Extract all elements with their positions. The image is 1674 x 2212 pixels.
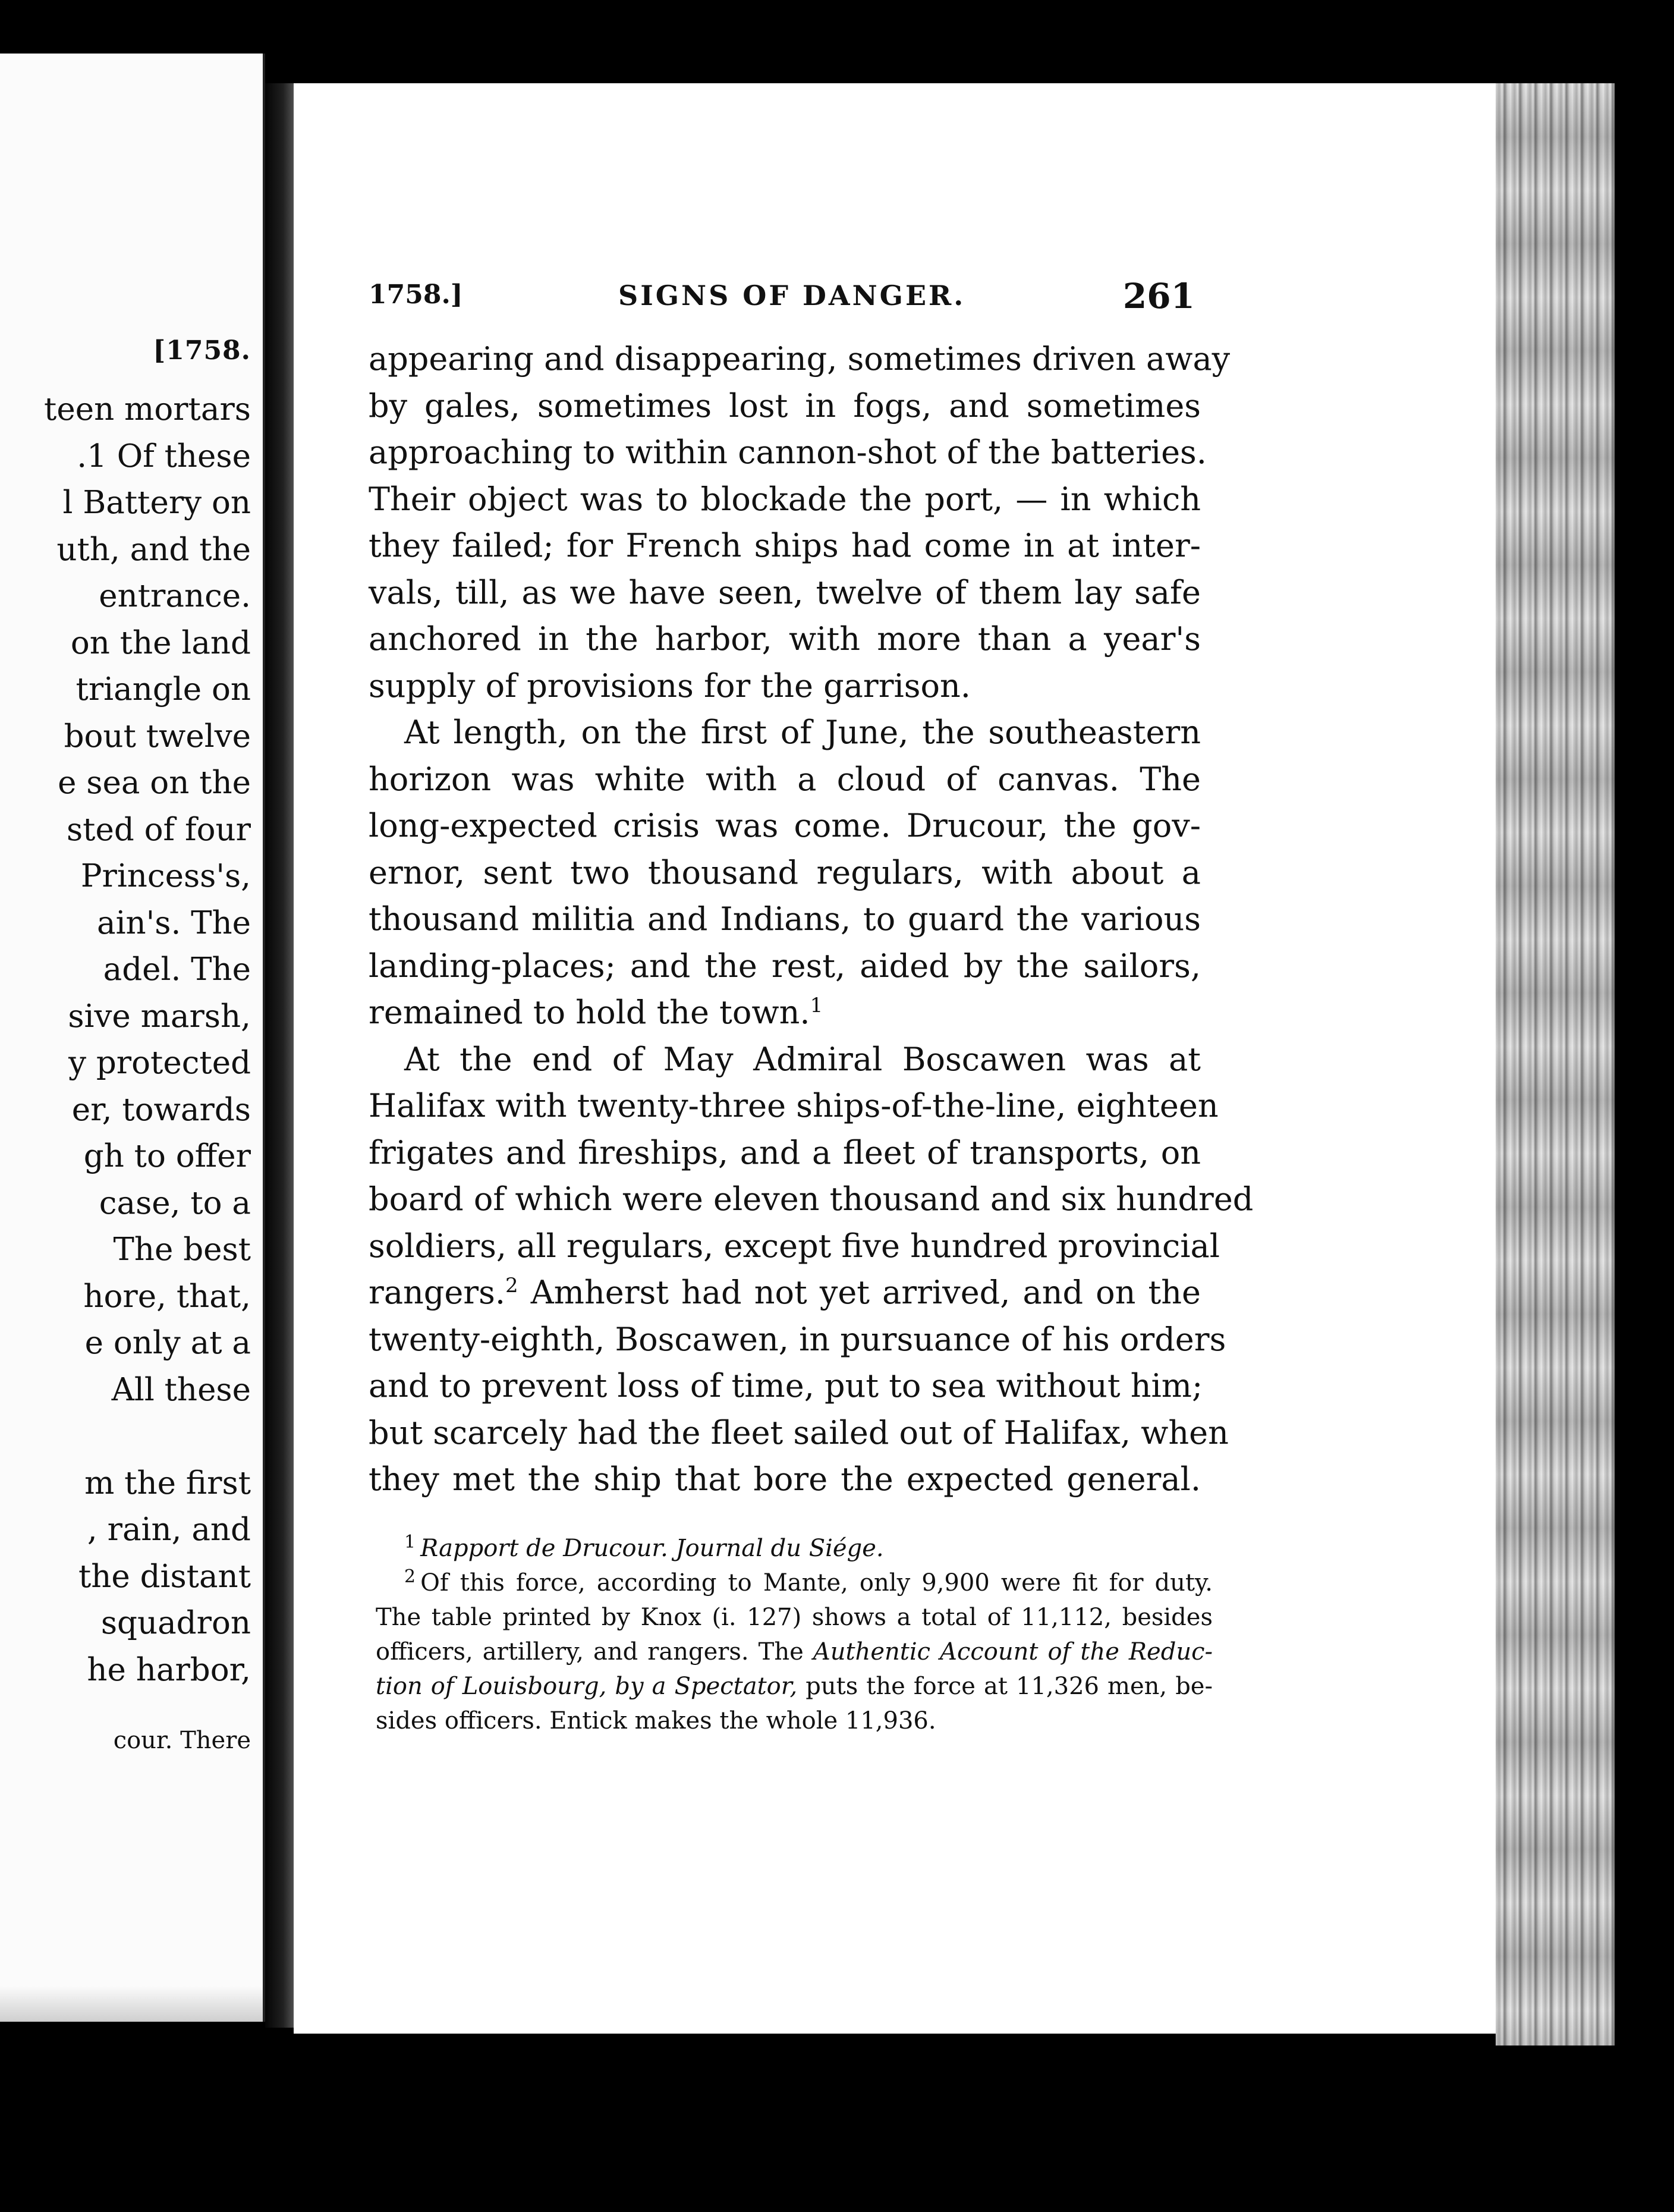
text-line: At the end of May Admiral Boscawen was at — [404, 1040, 1201, 1078]
text-line: approaching to within cannon-shot of the batteries. — [369, 433, 1207, 471]
left-line: squadron — [100, 1605, 251, 1641]
footnote-line: sides officers. Entick makes the whole 11,936. — [376, 1707, 936, 1735]
page-fore-edge — [1496, 83, 1615, 2046]
text-line: they met the ship that bore the expected general. — [369, 1460, 1201, 1498]
left-line: hore, that, — [83, 1278, 251, 1315]
footnote-2 — [376, 1566, 1213, 1600]
footnote-italic-title: Authentic Account of the Reduc- — [813, 1638, 1213, 1666]
header-date: 1758.] — [369, 279, 463, 310]
footnote-line: The table printed by Knox (i. 127) shows a total of 11,112, besides — [376, 1604, 1213, 1631]
text-line: ernor, sent two thousand regulars, with about a — [369, 853, 1201, 891]
text-line: twenty-eighth, Boscawen, in pursuance of his orders — [369, 1320, 1226, 1358]
text-line: landing-places; and the rest, aided by the sailors, — [369, 947, 1201, 985]
text-line: horizon was white with a cloud of canvas. The — [369, 760, 1201, 798]
left-line: m the first — [84, 1465, 251, 1501]
text-line — [369, 989, 1201, 1036]
text-line: thousand militia and Indians, to guard the various — [369, 900, 1201, 938]
page-number: 261 — [1122, 276, 1195, 316]
text-line: appearing and disappearing, sometimes driven away — [369, 340, 1231, 378]
text-line: At length, on the first of June, the southeastern — [404, 714, 1201, 751]
left-line: All these — [111, 1371, 251, 1408]
text-line: they failed; for French ships had come in at inter- — [369, 527, 1201, 564]
left-line: adel. The — [103, 951, 251, 988]
left-running-head: [1758. — [153, 335, 251, 366]
left-line — [44, 1413, 251, 1460]
left-line: e only at a — [84, 1325, 251, 1361]
text-line: soldiers, all regulars, except five hundred provincial — [369, 1227, 1220, 1265]
text-line: Halifax with twenty-three ships-of-the-line, eighteen — [369, 1087, 1219, 1124]
text-line: and to prevent loss of time, put to sea without him; — [369, 1367, 1203, 1405]
footnote-reference[interactable]: 1 — [810, 994, 823, 1017]
footnote-line — [376, 1635, 1213, 1669]
left-line: e sea on the — [58, 765, 251, 801]
footnote-italic-title: tion of Louisbourg, by a Spectator, — [376, 1673, 798, 1700]
text-line: supply of provisions for the garrison. — [369, 667, 971, 705]
left-line: The best — [113, 1231, 251, 1268]
left-line: ain's. The — [97, 904, 251, 941]
left-line: sive marsh, — [68, 998, 251, 1035]
left-page-text — [44, 387, 251, 1764]
left-line: , rain, and — [87, 1512, 251, 1548]
text-line: vals, till, as we have seen, twelve of them lay safe — [369, 573, 1201, 611]
text-line: but scarcely had the fleet sailed out of Halifax, when — [369, 1413, 1229, 1451]
text-fragment: rangers. — [369, 1274, 506, 1311]
text-fragment: Amherst had not yet arrived, and on the — [518, 1274, 1201, 1311]
left-line: er, towards — [71, 1091, 251, 1128]
left-line: he harbor, — [87, 1651, 251, 1688]
left-footnote-fragment: cour. There — [113, 1727, 251, 1754]
footnote-text: puts the force at 11,326 men, be- — [797, 1673, 1213, 1700]
text-line — [369, 1270, 1201, 1316]
left-line: triangle on — [75, 671, 251, 708]
footnote-1 — [376, 1531, 1213, 1566]
footnote-text: officers, artillery, and rangers. The — [376, 1638, 813, 1666]
left-line: gh to offer — [83, 1138, 251, 1174]
footnote-reference[interactable]: 2 — [505, 1274, 518, 1297]
footnote-line — [376, 1669, 1213, 1704]
left-line: the distant — [78, 1558, 251, 1595]
left-facing-page — [0, 54, 265, 2022]
text-line: by gales, sometimes lost in fogs, and sometimes — [369, 387, 1201, 425]
left-page-bottom-edge — [0, 1986, 263, 2022]
left-line: on the land — [70, 624, 251, 661]
footnotes — [376, 1531, 1213, 1738]
left-line: teen mortars — [44, 391, 251, 428]
text-line: board of which were eleven thousand and six hundred — [369, 1180, 1254, 1218]
footnote-marker: 1 — [404, 1531, 416, 1553]
left-line: case, to a — [99, 1184, 251, 1221]
left-line: .1 Of these — [77, 438, 251, 475]
text-line: long-expected crisis was come. Drucour, the gov- — [369, 807, 1201, 844]
book-gutter — [265, 83, 295, 2028]
running-header — [369, 276, 1195, 318]
footnote-text: Of this force, according to Mante, only 9,900 were fit for duty. — [420, 1569, 1213, 1597]
left-line: bout twelve — [64, 718, 251, 755]
left-line: entrance. — [99, 578, 251, 614]
left-line: Princess's, — [80, 858, 251, 894]
body-text — [369, 336, 1254, 1503]
footnote-marker: 2 — [404, 1566, 416, 1587]
text-fragment: remained to hold the town. — [369, 994, 810, 1031]
text-line: frigates and fireships, and a fleet of transports, on — [369, 1133, 1201, 1171]
left-line: uth, and the — [56, 531, 251, 568]
header-title: SIGNS OF DANGER. — [618, 279, 966, 312]
left-line: y protected — [68, 1045, 251, 1081]
text-line: Their object was to blockade the port, — in which — [369, 480, 1201, 518]
text-line: anchored in the harbor, with more than a year's — [369, 620, 1201, 658]
footnote-text: Rapport de Drucour. Journal du Siége. — [420, 1535, 884, 1562]
left-line: sted of four — [66, 811, 251, 848]
left-line: l Battery on — [62, 485, 251, 521]
